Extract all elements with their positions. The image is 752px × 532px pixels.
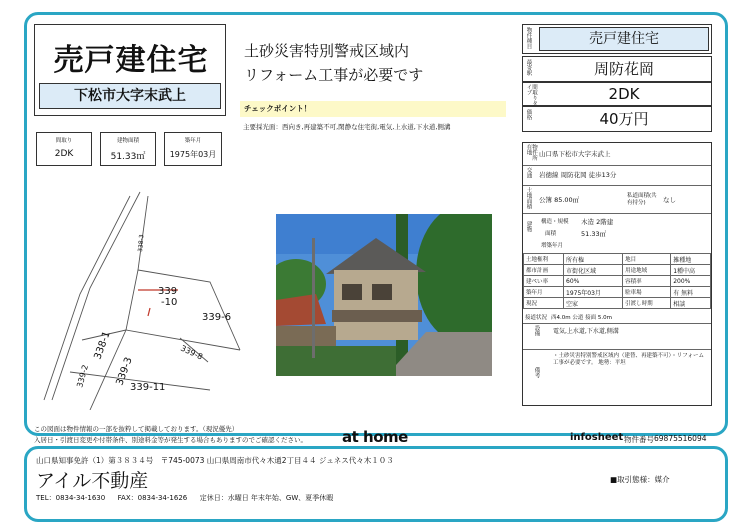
spec-value: なし	[663, 196, 676, 204]
spec-label: 建ぺい率	[524, 276, 564, 287]
side-value: 売戸建住宅	[589, 31, 659, 47]
spec-label: 設備	[533, 325, 540, 336]
spec-value: 1種中高	[671, 265, 711, 276]
lot-label-339-11: 339-11	[130, 382, 166, 393]
side-label: 間取りタイプ	[525, 84, 537, 106]
tel-label: TEL：	[36, 494, 56, 502]
spec-land-row	[523, 185, 711, 214]
athome-logo: at home	[342, 428, 408, 446]
property-photo	[276, 214, 492, 376]
side-price	[522, 106, 712, 132]
lot-label-339-8: 339-8	[179, 343, 205, 362]
lot-map	[30, 190, 264, 410]
spec-transport-row	[523, 165, 711, 186]
lot-label-339-2: 339-2	[75, 363, 90, 389]
fax-label: FAX：	[117, 494, 138, 502]
checkpoint-text: 主要採光面：西向き,再建築不可,閑静な住宅街,電気,上水道,下水道,側溝	[243, 123, 451, 131]
spec-value: 山口県下松市大字末武上	[539, 150, 611, 158]
note-line-1: この図面は物件情報の一部を抜粋して掲載しております。（現況優先）	[34, 425, 239, 433]
spec-grid-row	[524, 298, 711, 309]
holiday-text: 定休日：水曜日 年末年始、GW、夏季休暇	[199, 494, 334, 502]
side-value: 2DK	[608, 85, 640, 103]
summary-built	[164, 132, 222, 166]
spec-value: 200%	[671, 276, 711, 287]
spec-value: 51.33㎡	[581, 230, 607, 238]
headline-2: リフォーム工事が必要です	[244, 66, 424, 84]
spec-grid-row	[524, 287, 711, 298]
lot-label-338-3: 338-3	[137, 234, 146, 253]
checkpoint-label: チェックポイント！	[244, 104, 312, 113]
transaction-type	[610, 474, 670, 485]
transaction-label: ■取引態様：	[610, 475, 655, 484]
spec-label: 土地権利	[524, 254, 564, 265]
spec-value: 60%	[564, 276, 623, 287]
spec-value: 公簿 85.00㎡	[539, 196, 580, 204]
spec-value: 所有権	[564, 254, 623, 265]
property-number-label: 物件番号	[624, 435, 654, 444]
spec-table	[522, 142, 712, 406]
spec-label: 交通	[525, 167, 532, 178]
spec-label: 地目	[623, 254, 671, 265]
spec-label: 物件所在地	[525, 144, 537, 161]
property-number: 69875516094	[654, 434, 707, 443]
spec-value: 電気,上水道,下水道,側溝	[553, 328, 619, 335]
spec-label: 備考	[533, 367, 540, 378]
spec-grid	[523, 253, 711, 309]
spec-label: 引渡し時期	[623, 298, 671, 309]
company-name: アイル不動産	[36, 470, 149, 492]
spec-label: 都市計画	[524, 265, 564, 276]
side-station	[522, 56, 712, 82]
spec-grid-row	[524, 276, 711, 287]
spec-remarks-row	[523, 349, 711, 405]
spec-building-row	[523, 213, 711, 254]
lot-label-339-10: 339 -10	[158, 286, 178, 308]
company-license: 山口県知事免許（1）第３８３４号 〒745-0073 山口県周南市代々木通2丁目４４ ジュネス代々木１０３	[36, 456, 394, 465]
side-layout	[522, 82, 712, 106]
side-label: 最寄駅	[525, 59, 532, 76]
location-badge	[39, 83, 221, 109]
summary-value: 51.33㎡	[110, 152, 146, 162]
spec-label: 容積率	[623, 276, 671, 287]
title-box	[34, 24, 226, 116]
checkpoint-banner	[240, 101, 506, 117]
note-line-2: 入居日・引渡日変更や付帯条件、別途料金等が発生する場合もありますのでご確認ください。	[34, 436, 307, 444]
summary-area	[100, 132, 156, 166]
spec-facility-row	[523, 323, 711, 350]
spec-road-row	[523, 309, 711, 324]
spec-label: 増築年月	[541, 243, 564, 249]
side-property-type	[522, 24, 712, 54]
spec-value: 木造 2階建	[581, 218, 614, 226]
tel-number: 0834-34-1630	[55, 494, 106, 502]
spec-value: 1975年03月	[564, 287, 623, 298]
summary-label: 築年月	[184, 138, 202, 144]
side-label: 価格	[525, 109, 532, 120]
spec-value: 空家	[564, 298, 623, 309]
lot-label-338-1: 338-1	[92, 329, 113, 362]
lot-label-339-3: 339-3	[114, 355, 135, 388]
spec-value: 雑種地	[671, 254, 711, 265]
spec-label: 構造・規模	[541, 219, 569, 225]
side-value: 40万円	[599, 110, 649, 128]
fax-number: 0834-34-1626	[137, 494, 188, 502]
spec-label: 用途地域	[623, 265, 671, 276]
page-title: 売戸建住宅	[53, 43, 209, 78]
spec-value: 西4.0m 公道 接面 5.0m	[551, 315, 612, 321]
spec-address-row	[523, 143, 711, 166]
summary-label: 間取り	[55, 138, 73, 144]
location-text: 下松市大字末武上	[74, 88, 186, 104]
spec-label: 私道面積(共有持分)	[627, 193, 657, 206]
spec-value: 岩徳線 周防花岡 徒歩13分	[539, 171, 617, 179]
summary-label: 建物面積	[116, 138, 139, 144]
spec-label: 土地面積	[525, 187, 532, 209]
summary-value: 1975年03月	[169, 150, 217, 159]
summary-value: 2DK	[54, 149, 74, 159]
infosheet-label: infosheet	[570, 432, 624, 443]
spec-label: 駐車場	[623, 287, 671, 298]
transaction-value: 媒介	[654, 475, 670, 484]
spec-label: 建物	[525, 221, 532, 232]
side-value: 周防花岡	[593, 60, 654, 78]
spec-label: 面積	[545, 231, 557, 237]
company-contact	[36, 493, 333, 503]
spec-label: 現況	[524, 298, 564, 309]
spec-value: 市街化区域	[564, 265, 623, 276]
spec-grid-row	[524, 254, 711, 265]
spec-label: 接道状況	[525, 315, 548, 321]
spec-grid-row	[524, 265, 711, 276]
spec-value: 有 無料	[671, 287, 711, 298]
spec-value: ・土砂災害特別警戒区域内（建替、再建築不可）・リフォーム工事が必要です。 地勢：平坦	[553, 353, 704, 366]
spec-label: 築年月	[524, 287, 564, 298]
summary-layout	[36, 132, 92, 166]
headline-1: 土砂災害特別警戒区域内	[244, 42, 410, 60]
side-property-type-badge	[539, 27, 709, 51]
spec-value: 相談	[671, 298, 711, 309]
lot-label-339-6: 339-6	[202, 312, 232, 323]
side-label: 物件種目	[525, 27, 532, 49]
